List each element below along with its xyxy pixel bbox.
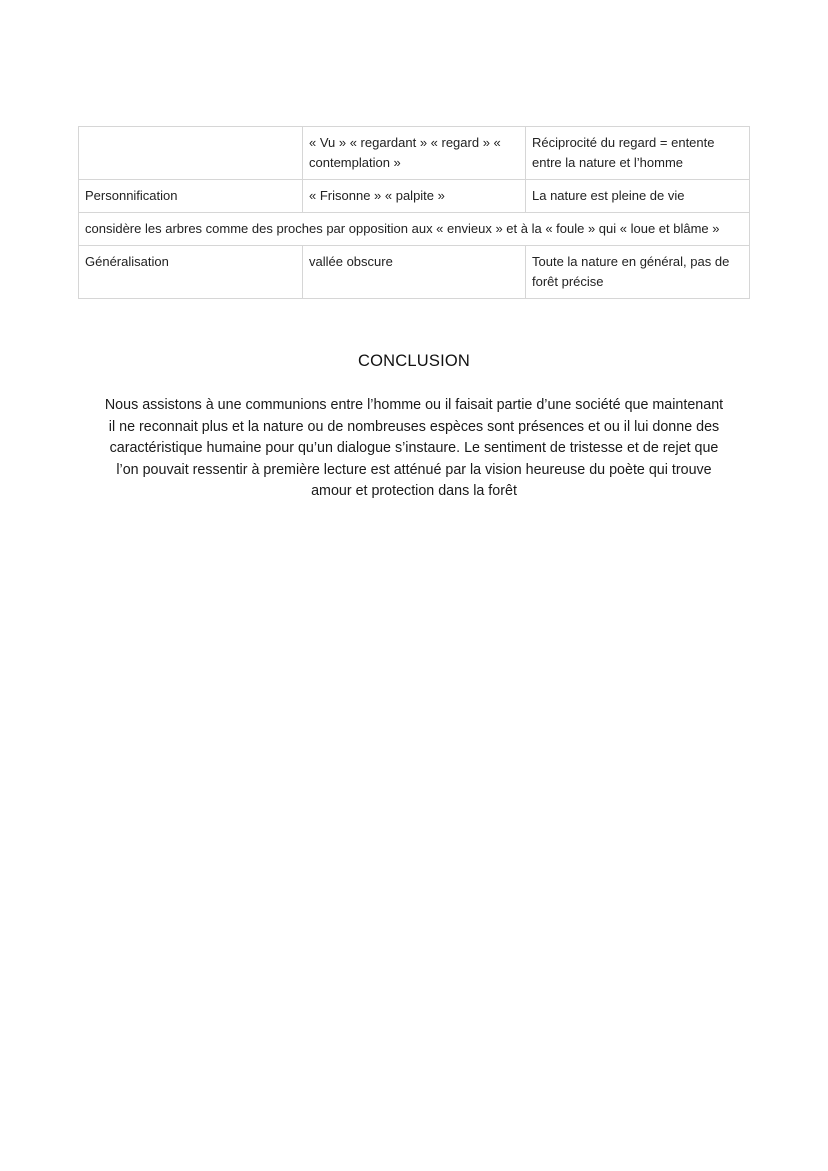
conclusion-heading: CONCLUSION <box>357 352 470 370</box>
table-cell: Réciprocité du regard = entente entre la nature et l’homme <box>526 127 750 180</box>
table-row <box>79 246 750 299</box>
table-cell <box>79 127 303 180</box>
conclusion-line: amour et protection dans la forêt <box>311 483 517 499</box>
conclusion-line: l’on pouvait ressentir à première lecture est atténué par la vision heureuse du poète qui trouve <box>116 461 712 478</box>
conclusion-line: Nous assistons à une communions entre l’homme ou il faisait partie d’une société que maintenant <box>104 397 724 413</box>
table-cell: Toute la nature en général, pas de forêt précise <box>526 246 750 299</box>
conclusion-line: il ne reconnait plus et la nature ou de nombreuses espèces sont présences et ou il lui donne des <box>108 418 720 435</box>
analysis-table <box>78 126 750 299</box>
conclusion-line: caractéristique humaine pour qu’un dialogue s’instaure. Le sentiment de tristesse et de rejet que <box>109 440 719 456</box>
table-cell: « Vu » « regardant » « regard » « contemplation » <box>303 127 526 180</box>
table-cell: Personnification <box>79 180 303 213</box>
table-cell: Généralisation <box>79 246 303 299</box>
table-cell: vallée obscure <box>303 246 526 299</box>
table-cell-full-width: considère les arbres comme des proches par opposition aux « envieux » et à la « foule » qui « loue et blâme » <box>79 213 750 246</box>
table-row <box>79 127 750 180</box>
table-row <box>79 213 750 246</box>
conclusion-paragraph <box>72 395 756 503</box>
table-cell: « Frisonne » « palpite » <box>303 180 526 213</box>
table-row <box>79 180 750 213</box>
table-cell: La nature est pleine de vie <box>526 180 750 213</box>
